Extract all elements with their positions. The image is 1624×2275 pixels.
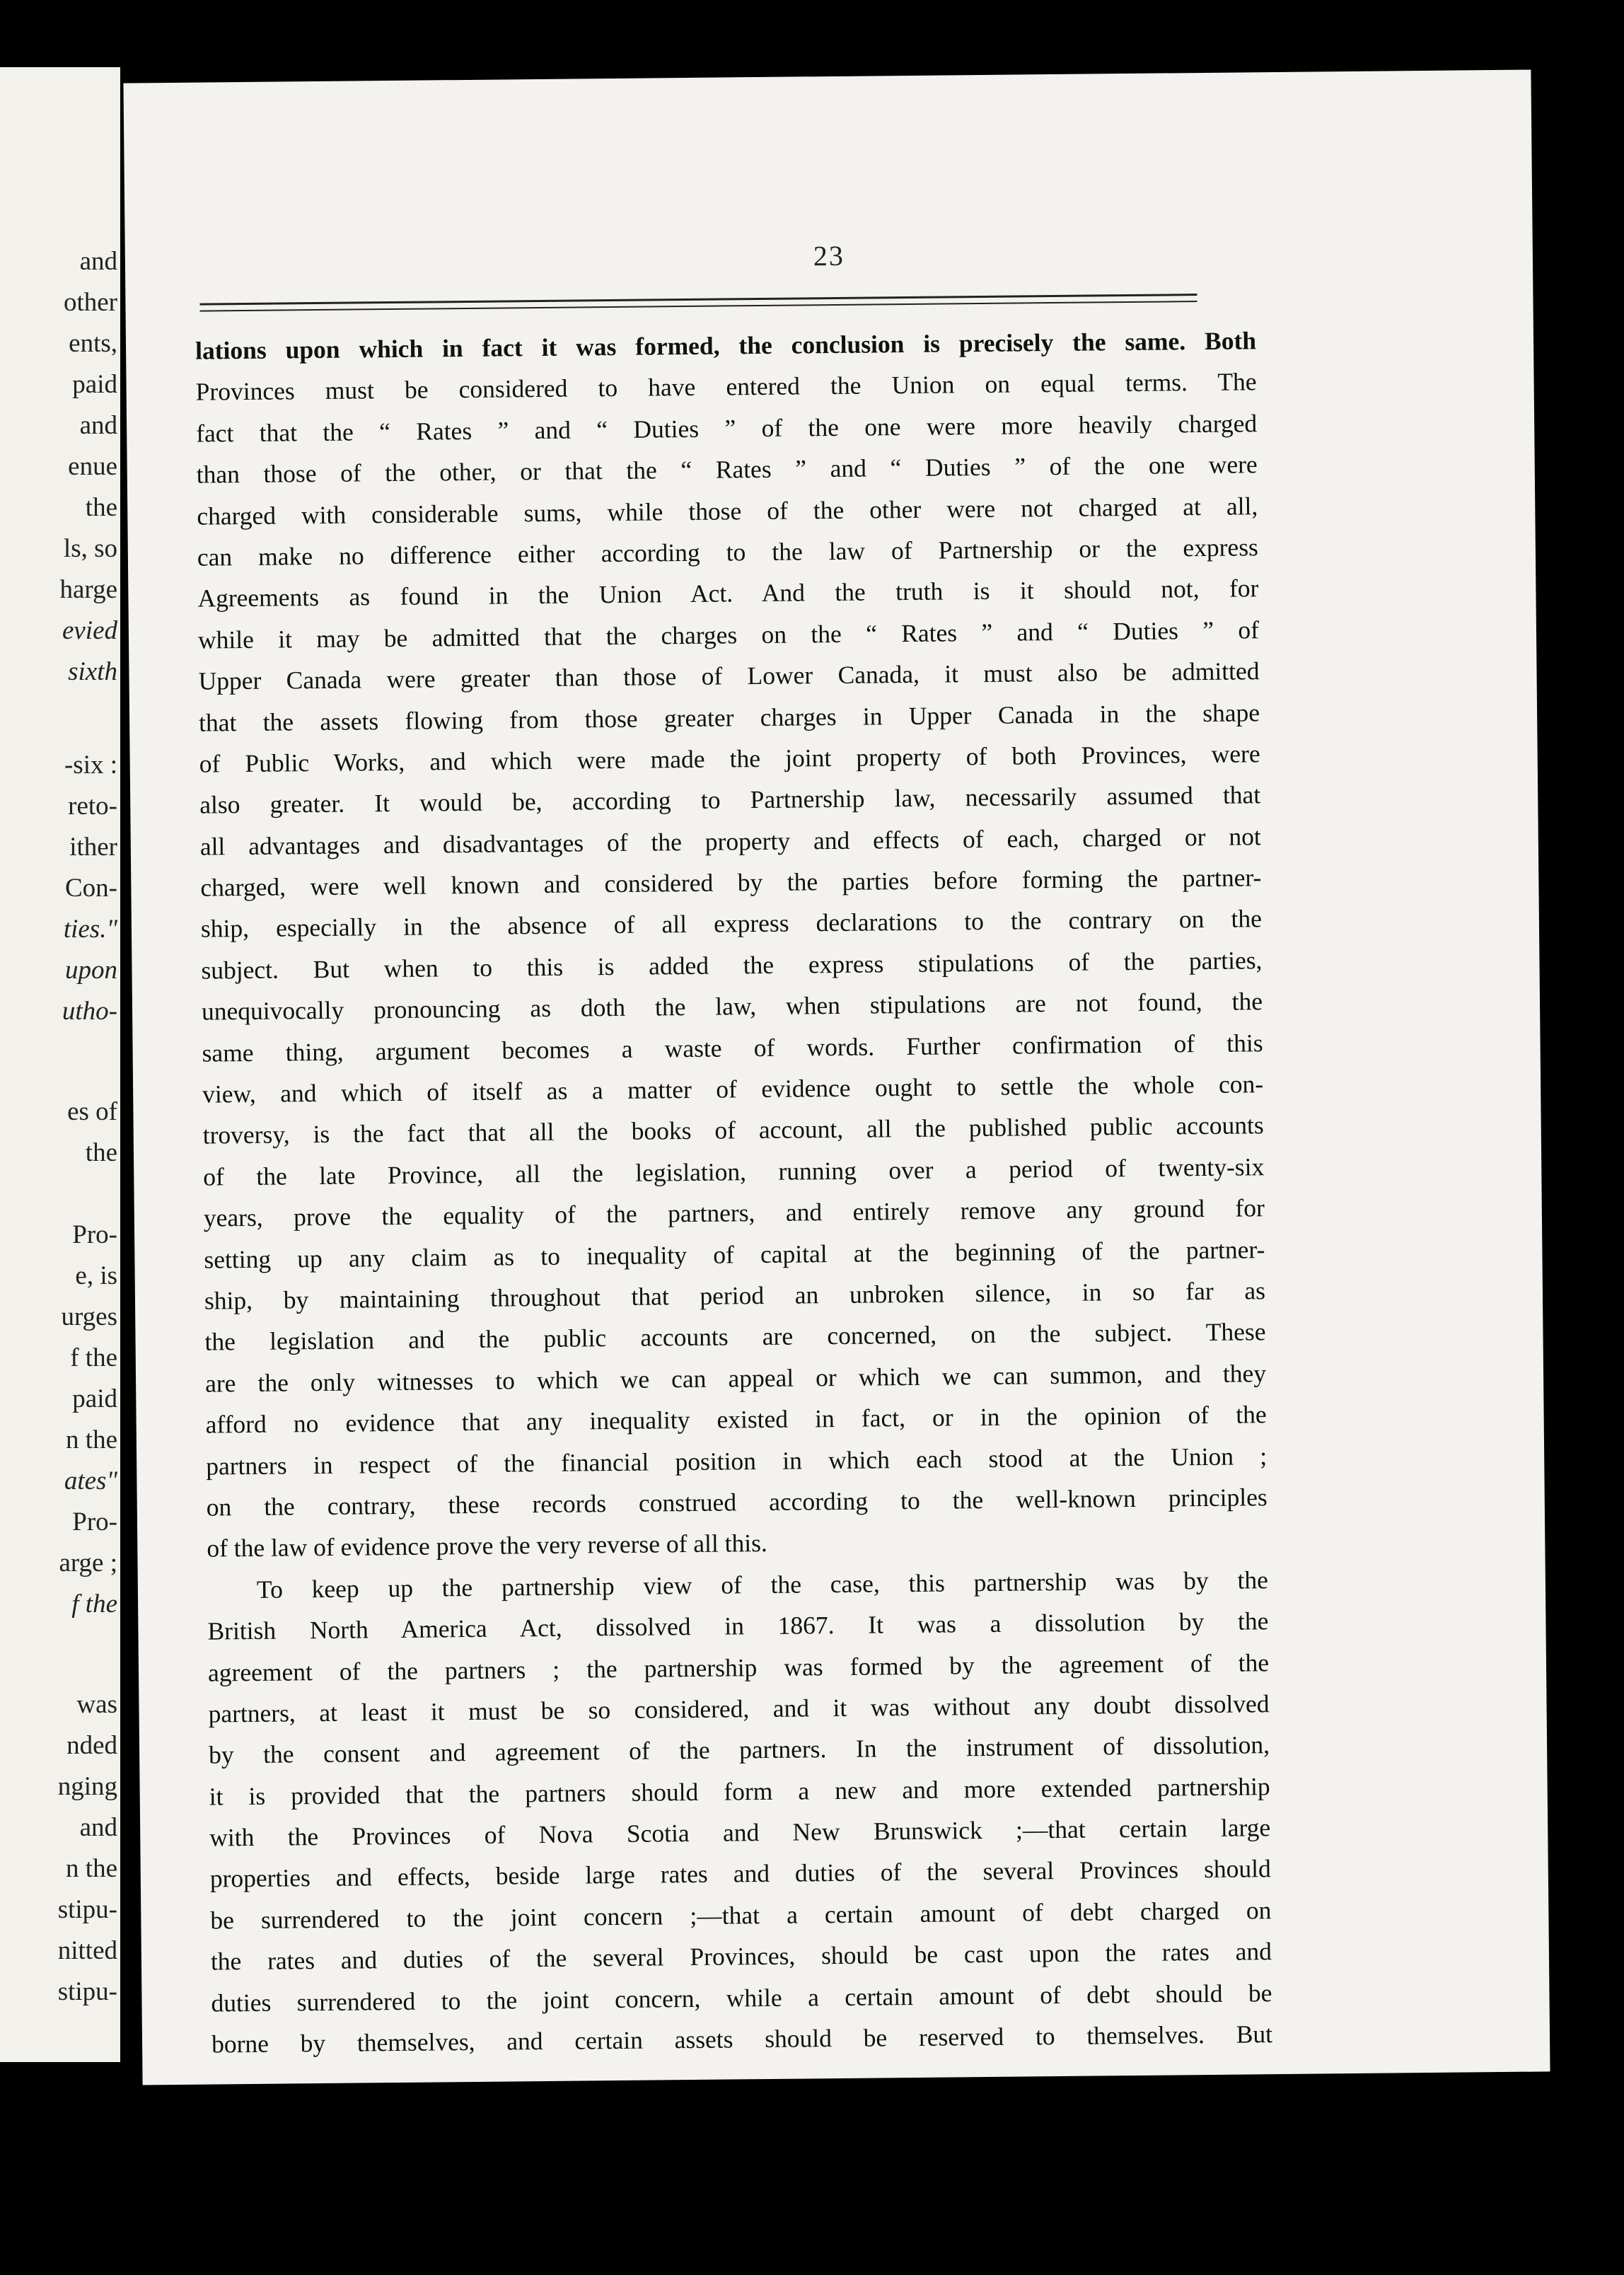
body-line: agreement of the partners ; the partnership was formed by the agreement of the [207, 1648, 1270, 1687]
facing-page-line: paid [72, 1384, 117, 1413]
body-line: To keep up the partnership view of the case, this partnership was by the [256, 1565, 1269, 1604]
facing-page-line: other [63, 288, 117, 317]
facing-page-line: n the [66, 1425, 117, 1454]
facing-page-line: Pro- [72, 1507, 117, 1536]
facing-page-line: f the [70, 1343, 117, 1372]
facing-page-line: stipu- [57, 1895, 117, 1924]
body-line: troversy, is the fact that all the books of account, all the published public accounts [202, 1111, 1264, 1150]
body-line: charged with considerable sums, while those of the other were not charged at all, [197, 491, 1258, 531]
body-line: Upper Canada were greater than those of Lower Canada, it must also be admitted [198, 656, 1260, 695]
body-line: than those of the other, or that the “ Rates ” and “ Duties ” of the one were [196, 450, 1258, 489]
facing-page-line: Pro- [72, 1220, 117, 1249]
body-line: charged, were well known and considered by the parties before forming the partner- [200, 863, 1262, 902]
body-line: subject. But when to this is added the express stipulations of the parties, [201, 946, 1263, 985]
facing-page-line: es of [67, 1097, 117, 1126]
facing-page-line: f the [71, 1590, 117, 1619]
facing-page-line: sixth [68, 657, 117, 686]
body-line: are the only witnesses to which we can appeal or which we can summon, and they [204, 1358, 1267, 1398]
body-line: that the assets flowing from those greater charges in Upper Canada in the shape [198, 697, 1260, 737]
body-line: afford no evidence that any inequality existed in fact, or in the opinion of the [205, 1400, 1267, 1439]
facing-page-line: ates" [64, 1466, 117, 1495]
body-line: partners in respect of the financial position in which each stood at the Union ; [206, 1441, 1268, 1481]
body-line: ship, especially in the absence of all express declarations to the contrary on the [200, 904, 1263, 944]
facing-page-line: arge ; [59, 1548, 117, 1578]
body-line: view, and which of itself as a matter of evidence ought to settle the whole con- [202, 1070, 1264, 1108]
facing-page-line: and [79, 411, 117, 440]
facing-page-line: the [85, 493, 117, 522]
body-text [195, 320, 1272, 2065]
body-line: borne by themselves, and certain assets should be reserved to themselves. But [211, 2020, 1273, 2059]
facing-page-line: nging [57, 1772, 117, 1801]
facing-page-line: Con- [65, 874, 117, 903]
body-line: the legislation and the public accounts are concerned, on the subject. These [204, 1317, 1266, 1356]
facing-page-line: ither [69, 833, 117, 862]
body-line: of the law of evidence prove the very reverse of all this. [207, 1529, 768, 1563]
body-line: years, prove the equality of the partners, and entirely remove any ground for [203, 1193, 1265, 1232]
page-number: 23 [813, 239, 845, 272]
facing-page-line: e, is [75, 1261, 117, 1290]
body-line: all advantages and disadvantages of the property and effects of each, charged or not [199, 821, 1261, 861]
facing-page-line: upon [65, 956, 117, 985]
body-line: partners, at least it must be so considered, and it was without any doubt dissolved [208, 1689, 1270, 1728]
facing-page-line: paid [72, 370, 117, 399]
facing-page-line: nded [66, 1731, 117, 1760]
body-line: of Public Works, and which were made the joint property of both Provinces, were [199, 739, 1260, 778]
body-line: duties surrendered to the joint concern, while a certain amount of debt should be [211, 1978, 1272, 2018]
facing-page-line: the [85, 1138, 117, 1167]
facing-page-line: urges [61, 1302, 117, 1331]
body-line: on the contrary, these records construed according to the well-known principles [206, 1483, 1268, 1522]
body-line: unequivocally pronouncing as doth the law, when stipulations are not found, the [201, 987, 1263, 1026]
body-line: of the late Province, all the legislation, running over a period of twenty-six [203, 1152, 1265, 1191]
body-line: it is provided that the partners should form a new and more extended partnership [209, 1771, 1270, 1811]
facing-page-line: -six : [64, 751, 117, 780]
facing-page-line: nitted [57, 1936, 117, 1965]
facing-page-line: evied [62, 616, 117, 645]
facing-page-line: n the [66, 1854, 117, 1883]
facing-page-line: ents, [69, 329, 117, 358]
book-page [123, 70, 1550, 2085]
body-line: British North America Act, dissolved in 1867. It was a dissolution by the [207, 1607, 1269, 1645]
body-line: same thing, argument becomes a waste of words. Further confirmation of this [202, 1028, 1263, 1067]
facing-page-line: enue [68, 452, 117, 481]
body-line: ship, by maintaining throughout that period an unbroken silence, in so far as [204, 1276, 1266, 1315]
body-line: lations upon which in fact it was formed, the conclusion is precisely the same. Both [195, 326, 1257, 365]
facing-page-line: was [76, 1690, 117, 1719]
body-line: with the Provinces of Nova Scotia and New Brunswick ;—that certain large [209, 1813, 1271, 1852]
header-rule-thick [199, 294, 1197, 306]
body-line: Agreements as found in the Union Act. And the truth is it should not, for [197, 574, 1259, 613]
body-line: fact that the “ Rates ” and “ Duties ” of the one were more heavily charged [196, 409, 1258, 448]
facing-page-line: ls, so [63, 534, 117, 563]
body-line: while it may be admitted that the charges on the “ Rates ” and “ Duties ” of [197, 615, 1260, 654]
body-line: by the consent and agreement of the partners. In the instrument of dissolution, [208, 1730, 1270, 1769]
body-line: be surrendered to the joint concern ;—that a certain amount of debt charged on [210, 1896, 1272, 1935]
body-line: can make no difference either according to the law of Partnership or the express [197, 533, 1259, 572]
body-line: the rates and duties of the several Provinces, should be cast upon the rates and [210, 1937, 1272, 1976]
facing-page-line: ties." [63, 915, 117, 944]
facing-page-line: harge [59, 575, 117, 604]
body-line: setting up any claim as to inequality of capital at the beginning of the partner- [204, 1234, 1265, 1274]
facing-page-line: stipu- [57, 1977, 117, 2006]
body-line: Provinces must be considered to have entered the Union on equal terms. The [195, 367, 1257, 407]
body-line: also greater. It would be, according to Partnership law, necessarily assumed that [199, 780, 1261, 819]
body-line: properties and effects, beside large rates and duties of the several Provinces should [209, 1854, 1271, 1894]
facing-page-fragment [0, 67, 120, 2062]
facing-page-line: reto- [68, 792, 117, 821]
facing-page-line: and [79, 247, 117, 276]
facing-page-line: utho- [62, 997, 117, 1026]
facing-page-line: and [79, 1813, 117, 1842]
